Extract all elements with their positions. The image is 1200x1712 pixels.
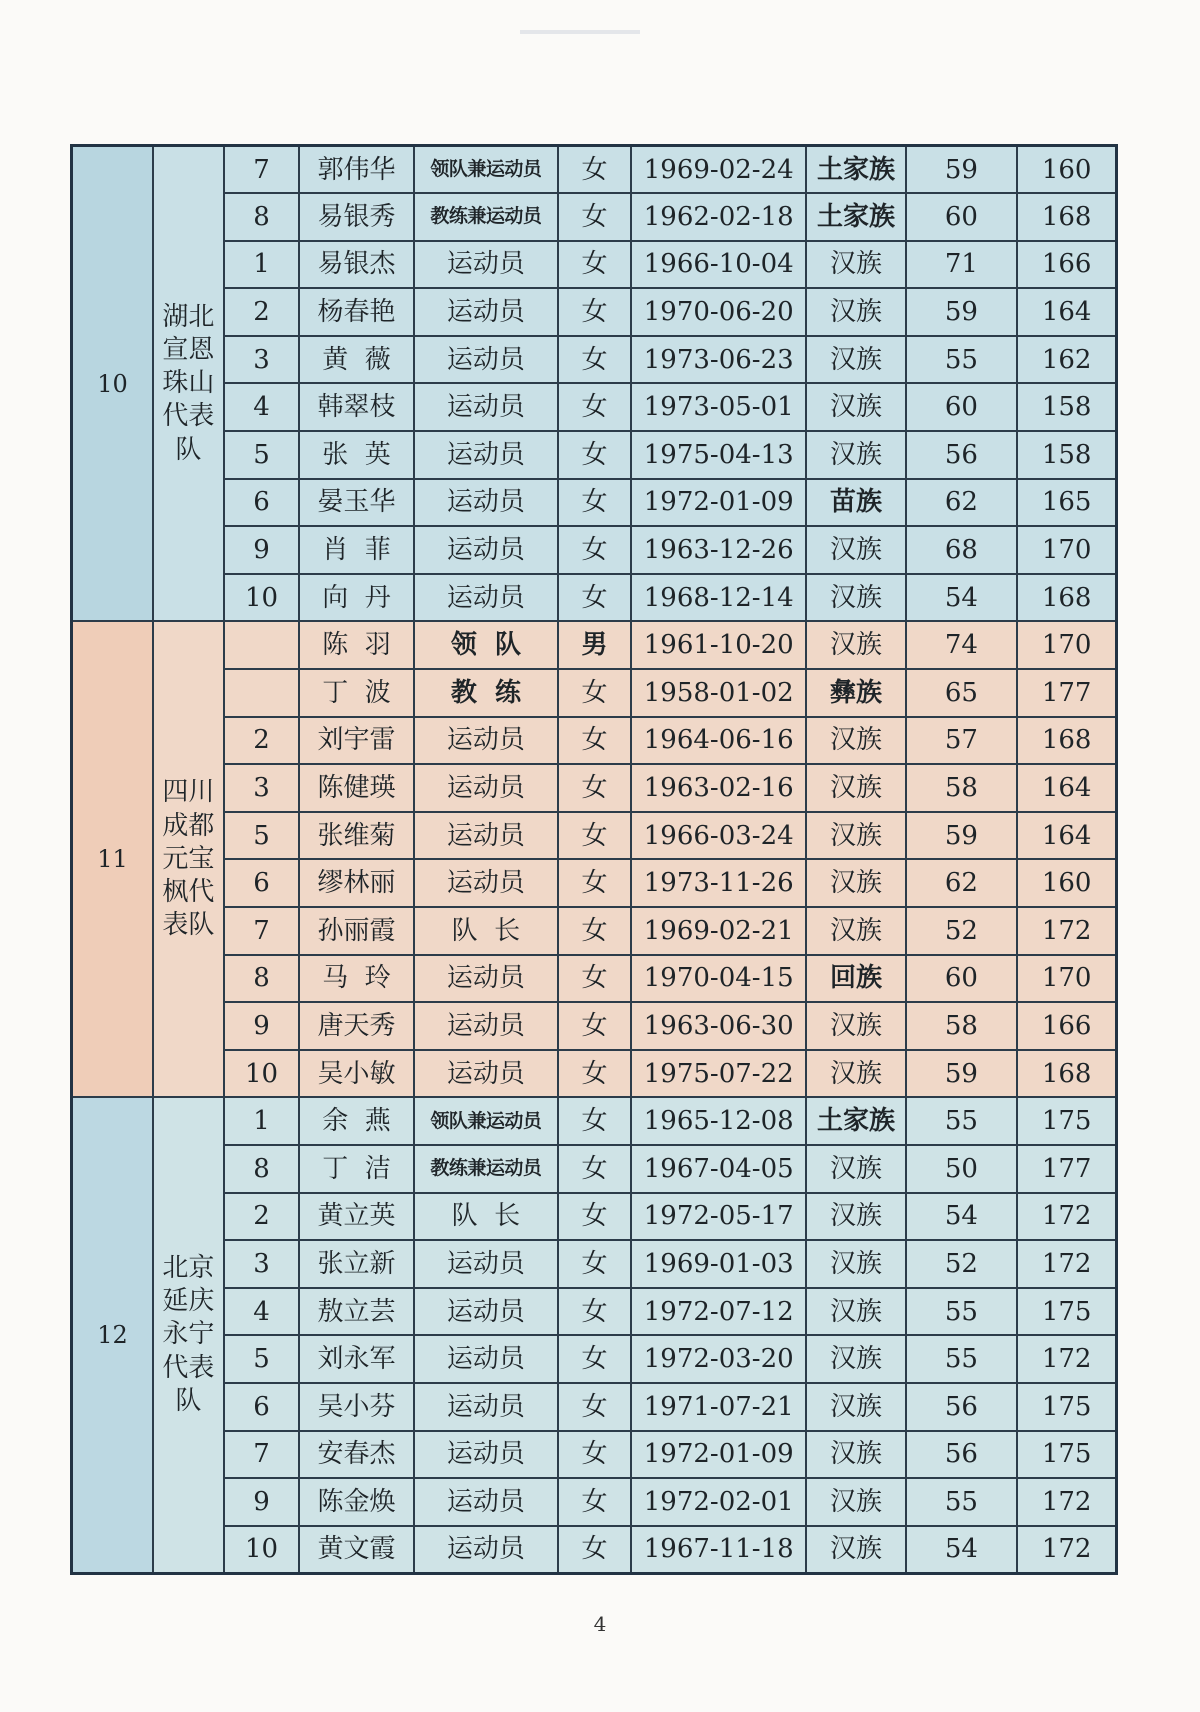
member-role: 领队兼运动员 (414, 1097, 558, 1145)
member-gender: 女 (558, 1383, 631, 1431)
table-row (72, 955, 1117, 1003)
member-name: 刘永军 (299, 1335, 414, 1383)
member-ethnicity: 汉族 (806, 1383, 905, 1431)
member-weight: 50 (906, 1145, 1018, 1193)
member-name: 黄立英 (299, 1193, 414, 1241)
table-row (72, 1288, 1117, 1336)
table-row (72, 1097, 1117, 1145)
member-birthdate: 1973-06-23 (631, 336, 806, 384)
member-gender: 女 (558, 859, 631, 907)
table-row (72, 1193, 1117, 1241)
member-height: 158 (1017, 431, 1116, 479)
member-gender: 女 (558, 146, 631, 194)
member-birthdate: 1966-10-04 (631, 241, 806, 289)
member-gender: 男 (558, 621, 631, 669)
member-weight: 62 (906, 479, 1018, 527)
member-name: 易银杰 (299, 241, 414, 289)
member-birthdate: 1958-01-02 (631, 669, 806, 717)
member-name: 杨春艳 (299, 288, 414, 336)
member-ethnicity: 汉族 (806, 717, 905, 765)
member-role: 运动员 (414, 431, 558, 479)
member-weight: 59 (906, 812, 1018, 860)
member-ethnicity: 汉族 (806, 1526, 905, 1574)
member-height: 168 (1017, 574, 1116, 622)
member-role: 队 长 (414, 907, 558, 955)
member-gender: 女 (558, 717, 631, 765)
member-name: 孙丽霞 (299, 907, 414, 955)
member-height: 160 (1017, 859, 1116, 907)
member-gender: 女 (558, 1240, 631, 1288)
member-gender: 女 (558, 383, 631, 431)
member-height: 162 (1017, 336, 1116, 384)
member-number: 2 (224, 717, 299, 765)
member-role: 运动员 (414, 812, 558, 860)
member-number (224, 621, 299, 669)
member-ethnicity: 汉族 (806, 288, 905, 336)
table-row (72, 193, 1117, 241)
member-name: 缪林丽 (299, 859, 414, 907)
table-row (72, 1145, 1117, 1193)
member-ethnicity: 汉族 (806, 1288, 905, 1336)
member-height: 175 (1017, 1431, 1116, 1479)
table-row (72, 1335, 1117, 1383)
team-name-line: 延庆 (162, 1286, 215, 1317)
table-row (72, 383, 1117, 431)
member-number: 1 (224, 1097, 299, 1145)
member-name: 马 玲 (299, 955, 414, 1003)
member-role: 运动员 (414, 955, 558, 1003)
member-gender: 女 (558, 1097, 631, 1145)
member-ethnicity: 土家族 (806, 146, 905, 194)
member-height: 172 (1017, 907, 1116, 955)
member-weight: 60 (906, 955, 1018, 1003)
member-role: 运动员 (414, 336, 558, 384)
table-row (72, 1050, 1117, 1098)
member-number: 5 (224, 812, 299, 860)
member-number: 6 (224, 859, 299, 907)
member-birthdate: 1969-02-21 (631, 907, 806, 955)
team-number: 10 (72, 146, 153, 622)
table-row (72, 146, 1117, 194)
member-height: 172 (1017, 1240, 1116, 1288)
member-gender: 女 (558, 241, 631, 289)
member-role: 运动员 (414, 1383, 558, 1431)
member-ethnicity: 汉族 (806, 1431, 905, 1479)
member-name: 张维菊 (299, 812, 414, 860)
member-ethnicity: 汉族 (806, 1335, 905, 1383)
table-row (72, 1383, 1117, 1431)
member-gender: 女 (558, 955, 631, 1003)
member-weight: 52 (906, 907, 1018, 955)
member-weight: 55 (906, 1097, 1018, 1145)
member-gender: 女 (558, 1145, 631, 1193)
member-number: 10 (224, 1050, 299, 1098)
member-number: 9 (224, 526, 299, 574)
member-number: 9 (224, 1002, 299, 1050)
member-name: 唐天秀 (299, 1002, 414, 1050)
member-name: 易银秀 (299, 193, 414, 241)
team-number: 11 (72, 621, 153, 1097)
member-role: 运动员 (414, 1288, 558, 1336)
member-weight: 56 (906, 431, 1018, 479)
member-height: 170 (1017, 955, 1116, 1003)
member-gender: 女 (558, 1478, 631, 1526)
member-ethnicity: 汉族 (806, 336, 905, 384)
team-name (153, 1097, 224, 1573)
member-birthdate: 1963-06-30 (631, 1002, 806, 1050)
table-row (72, 526, 1117, 574)
member-name: 安春杰 (299, 1431, 414, 1479)
member-name: 郭伟华 (299, 146, 414, 194)
member-name: 陈健瑛 (299, 764, 414, 812)
member-weight: 58 (906, 1002, 1018, 1050)
member-height: 172 (1017, 1193, 1116, 1241)
member-birthdate: 1963-12-26 (631, 526, 806, 574)
member-height: 168 (1017, 193, 1116, 241)
roster-body (72, 146, 1117, 1574)
member-number: 9 (224, 1478, 299, 1526)
member-height: 164 (1017, 764, 1116, 812)
member-ethnicity: 汉族 (806, 621, 905, 669)
member-name: 向 丹 (299, 574, 414, 622)
member-role: 运动员 (414, 288, 558, 336)
member-number: 10 (224, 574, 299, 622)
member-gender: 女 (558, 479, 631, 527)
member-name: 肖 菲 (299, 526, 414, 574)
table-row (72, 1526, 1117, 1574)
member-birthdate: 1971-07-21 (631, 1383, 806, 1431)
member-weight: 68 (906, 526, 1018, 574)
member-weight: 54 (906, 574, 1018, 622)
member-gender: 女 (558, 1050, 631, 1098)
member-birthdate: 1975-04-13 (631, 431, 806, 479)
member-name: 黄文霞 (299, 1526, 414, 1574)
member-role: 运动员 (414, 383, 558, 431)
table-row (72, 907, 1117, 955)
member-number: 2 (224, 288, 299, 336)
member-birthdate: 1967-11-18 (631, 1526, 806, 1574)
member-number: 6 (224, 479, 299, 527)
team-roster-table (70, 144, 1118, 1575)
table-row (72, 669, 1117, 717)
member-name: 吴小敏 (299, 1050, 414, 1098)
member-ethnicity: 汉族 (806, 574, 905, 622)
member-ethnicity: 汉族 (806, 383, 905, 431)
member-gender: 女 (558, 1526, 631, 1574)
member-role: 运动员 (414, 1240, 558, 1288)
member-role: 教练兼运动员 (414, 1145, 558, 1193)
table-row (72, 1431, 1117, 1479)
member-weight: 57 (906, 717, 1018, 765)
member-number: 8 (224, 193, 299, 241)
member-weight: 58 (906, 764, 1018, 812)
member-role: 运动员 (414, 1050, 558, 1098)
member-role: 教 练 (414, 669, 558, 717)
member-gender: 女 (558, 812, 631, 860)
member-number: 3 (224, 1240, 299, 1288)
table-row (72, 1240, 1117, 1288)
team-name-line: 永宁 (162, 1319, 215, 1350)
member-name: 张立新 (299, 1240, 414, 1288)
table-row (72, 574, 1117, 622)
member-birthdate: 1969-02-24 (631, 146, 806, 194)
table-row (72, 764, 1117, 812)
member-birthdate: 1972-01-09 (631, 479, 806, 527)
member-name: 刘宇雷 (299, 717, 414, 765)
member-height: 170 (1017, 526, 1116, 574)
member-number: 3 (224, 764, 299, 812)
table-row (72, 859, 1117, 907)
member-weight: 55 (906, 1288, 1018, 1336)
member-weight: 65 (906, 669, 1018, 717)
member-role: 运动员 (414, 1335, 558, 1383)
member-height: 166 (1017, 1002, 1116, 1050)
member-ethnicity: 汉族 (806, 1002, 905, 1050)
member-birthdate: 1972-05-17 (631, 1193, 806, 1241)
member-ethnicity: 汉族 (806, 812, 905, 860)
member-birthdate: 1964-06-16 (631, 717, 806, 765)
member-birthdate: 1970-04-15 (631, 955, 806, 1003)
member-gender: 女 (558, 526, 631, 574)
member-role: 运动员 (414, 526, 558, 574)
table-row (72, 336, 1117, 384)
member-height: 172 (1017, 1526, 1116, 1574)
member-number: 8 (224, 1145, 299, 1193)
member-number (224, 669, 299, 717)
member-height: 170 (1017, 621, 1116, 669)
member-number: 5 (224, 431, 299, 479)
member-number: 7 (224, 146, 299, 194)
member-height: 165 (1017, 479, 1116, 527)
member-number: 8 (224, 955, 299, 1003)
team-name (153, 621, 224, 1097)
member-number: 5 (224, 1335, 299, 1383)
team-name-line: 表队 (162, 910, 215, 941)
member-name: 黄 薇 (299, 336, 414, 384)
member-role: 运动员 (414, 764, 558, 812)
member-gender: 女 (558, 1431, 631, 1479)
member-birthdate: 1966-03-24 (631, 812, 806, 860)
member-role: 队 长 (414, 1193, 558, 1241)
team-name-line: 湖北 (162, 301, 215, 332)
member-gender: 女 (558, 574, 631, 622)
member-role: 运动员 (414, 574, 558, 622)
member-weight: 55 (906, 336, 1018, 384)
table-row (72, 288, 1117, 336)
member-role: 运动员 (414, 479, 558, 527)
member-ethnicity: 汉族 (806, 764, 905, 812)
member-gender: 女 (558, 1193, 631, 1241)
member-height: 177 (1017, 1145, 1116, 1193)
member-name: 陈 羽 (299, 621, 414, 669)
team-name-line: 宣恩 (162, 334, 215, 365)
member-number: 4 (224, 1288, 299, 1336)
member-weight: 59 (906, 1050, 1018, 1098)
member-number: 7 (224, 907, 299, 955)
member-role: 运动员 (414, 1526, 558, 1574)
team-name-line: 代表 (162, 1352, 215, 1383)
member-name: 敖立芸 (299, 1288, 414, 1336)
team-number: 12 (72, 1097, 153, 1573)
member-birthdate: 1970-06-20 (631, 288, 806, 336)
table-row (72, 1478, 1117, 1526)
member-birthdate: 1972-07-12 (631, 1288, 806, 1336)
table-row (72, 621, 1117, 669)
team-name-line: 元宝 (162, 843, 215, 874)
member-height: 168 (1017, 717, 1116, 765)
member-weight: 71 (906, 241, 1018, 289)
member-birthdate: 1972-02-01 (631, 1478, 806, 1526)
member-weight: 60 (906, 193, 1018, 241)
member-role: 领 队 (414, 621, 558, 669)
member-ethnicity: 回族 (806, 955, 905, 1003)
member-height: 158 (1017, 383, 1116, 431)
team-name-line: 四川 (162, 777, 215, 808)
team-name-line: 队 (175, 1385, 202, 1416)
member-ethnicity: 汉族 (806, 526, 905, 574)
scan-mark (520, 30, 640, 34)
member-role: 领队兼运动员 (414, 146, 558, 194)
member-height: 175 (1017, 1097, 1116, 1145)
member-ethnicity: 汉族 (806, 1240, 905, 1288)
member-height: 168 (1017, 1050, 1116, 1098)
member-gender: 女 (558, 288, 631, 336)
member-weight: 56 (906, 1383, 1018, 1431)
member-height: 164 (1017, 812, 1116, 860)
member-role: 运动员 (414, 241, 558, 289)
table-row (72, 431, 1117, 479)
member-role: 运动员 (414, 717, 558, 765)
member-ethnicity: 土家族 (806, 193, 905, 241)
member-ethnicity: 汉族 (806, 431, 905, 479)
member-birthdate: 1973-11-26 (631, 859, 806, 907)
member-weight: 74 (906, 621, 1018, 669)
team-name-line: 成都 (162, 810, 215, 841)
member-weight: 59 (906, 288, 1018, 336)
member-weight: 59 (906, 146, 1018, 194)
member-name: 吴小芬 (299, 1383, 414, 1431)
member-gender: 女 (558, 193, 631, 241)
member-ethnicity: 汉族 (806, 1478, 905, 1526)
member-height: 160 (1017, 146, 1116, 194)
member-ethnicity: 土家族 (806, 1097, 905, 1145)
table-row (72, 812, 1117, 860)
member-name: 张 英 (299, 431, 414, 479)
member-birthdate: 1963-02-16 (631, 764, 806, 812)
member-height: 164 (1017, 288, 1116, 336)
member-ethnicity: 汉族 (806, 1050, 905, 1098)
member-ethnicity: 彝族 (806, 669, 905, 717)
member-number: 4 (224, 383, 299, 431)
member-number: 7 (224, 1431, 299, 1479)
member-height: 172 (1017, 1335, 1116, 1383)
member-birthdate: 1967-04-05 (631, 1145, 806, 1193)
member-gender: 女 (558, 669, 631, 717)
member-weight: 54 (906, 1526, 1018, 1574)
member-ethnicity: 汉族 (806, 907, 905, 955)
member-birthdate: 1961-10-20 (631, 621, 806, 669)
member-name: 余 燕 (299, 1097, 414, 1145)
member-weight: 52 (906, 1240, 1018, 1288)
member-birthdate: 1972-03-20 (631, 1335, 806, 1383)
member-birthdate: 1968-12-14 (631, 574, 806, 622)
team-name-line: 北京 (162, 1252, 215, 1283)
member-weight: 56 (906, 1431, 1018, 1479)
member-number: 10 (224, 1526, 299, 1574)
member-gender: 女 (558, 764, 631, 812)
member-weight: 60 (906, 383, 1018, 431)
member-height: 175 (1017, 1288, 1116, 1336)
member-gender: 女 (558, 907, 631, 955)
member-gender: 女 (558, 431, 631, 479)
member-name: 晏玉华 (299, 479, 414, 527)
team-name (153, 146, 224, 622)
member-gender: 女 (558, 1335, 631, 1383)
member-role: 运动员 (414, 1002, 558, 1050)
member-weight: 54 (906, 1193, 1018, 1241)
team-name-line: 枫代 (162, 877, 215, 908)
member-birthdate: 1965-12-08 (631, 1097, 806, 1145)
table-row (72, 1002, 1117, 1050)
member-number: 3 (224, 336, 299, 384)
member-name: 丁 波 (299, 669, 414, 717)
member-height: 175 (1017, 1383, 1116, 1431)
member-number: 1 (224, 241, 299, 289)
member-name: 丁 洁 (299, 1145, 414, 1193)
member-gender: 女 (558, 336, 631, 384)
member-birthdate: 1975-07-22 (631, 1050, 806, 1098)
member-weight: 55 (906, 1335, 1018, 1383)
table-row (72, 241, 1117, 289)
member-ethnicity: 汉族 (806, 1193, 905, 1241)
team-name-line: 珠山 (162, 368, 215, 399)
member-height: 172 (1017, 1478, 1116, 1526)
member-role: 运动员 (414, 1431, 558, 1479)
member-weight: 55 (906, 1478, 1018, 1526)
member-number: 6 (224, 1383, 299, 1431)
page-number: 4 (593, 1612, 607, 1636)
member-gender: 女 (558, 1288, 631, 1336)
member-role: 教练兼运动员 (414, 193, 558, 241)
table-row (72, 479, 1117, 527)
member-birthdate: 1972-01-09 (631, 1431, 806, 1479)
member-role: 运动员 (414, 1478, 558, 1526)
member-role: 运动员 (414, 859, 558, 907)
member-ethnicity: 苗族 (806, 479, 905, 527)
member-number: 2 (224, 1193, 299, 1241)
member-weight: 62 (906, 859, 1018, 907)
member-ethnicity: 汉族 (806, 859, 905, 907)
member-height: 166 (1017, 241, 1116, 289)
team-name-line: 代表 (162, 401, 215, 432)
member-name: 韩翠枝 (299, 383, 414, 431)
member-ethnicity: 汉族 (806, 241, 905, 289)
member-height: 177 (1017, 669, 1116, 717)
team-name-line: 队 (175, 434, 202, 465)
member-ethnicity: 汉族 (806, 1145, 905, 1193)
member-gender: 女 (558, 1002, 631, 1050)
member-birthdate: 1969-01-03 (631, 1240, 806, 1288)
member-name: 陈金焕 (299, 1478, 414, 1526)
member-birthdate: 1973-05-01 (631, 383, 806, 431)
table-row (72, 717, 1117, 765)
member-birthdate: 1962-02-18 (631, 193, 806, 241)
